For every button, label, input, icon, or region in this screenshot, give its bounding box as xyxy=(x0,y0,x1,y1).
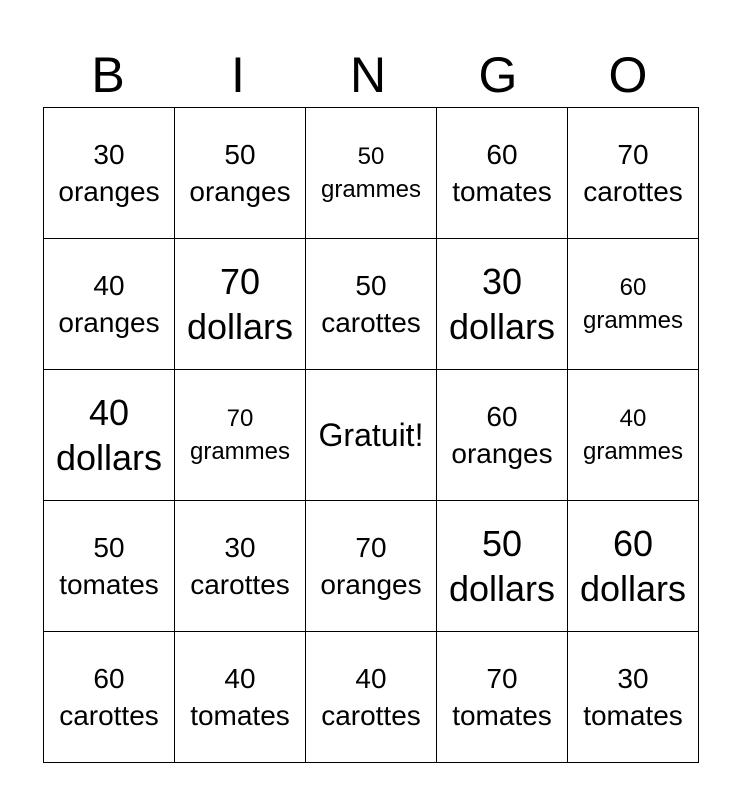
cell-word: oranges xyxy=(58,176,160,207)
cell-word: dollars xyxy=(448,306,556,347)
cell-word: carottes xyxy=(190,569,290,600)
cell-number: 70 xyxy=(617,139,649,170)
cell-number: 50 xyxy=(355,270,387,301)
bingo-cell[interactable] xyxy=(44,239,175,370)
bingo-cell[interactable] xyxy=(306,501,437,632)
bingo-cell[interactable] xyxy=(44,501,175,632)
header-letter-g: G xyxy=(478,47,518,103)
bingo-cell[interactable] xyxy=(175,632,306,763)
bingo-cell[interactable] xyxy=(175,108,306,239)
grid-row xyxy=(44,632,699,763)
bingo-cell[interactable] xyxy=(306,108,437,239)
bingo-cell[interactable] xyxy=(175,239,306,370)
cell-number: 50 xyxy=(93,532,125,563)
cell-number: 60 xyxy=(486,139,518,170)
cell-word: oranges xyxy=(451,438,553,469)
grid-row xyxy=(44,370,699,501)
cell-number: 40 xyxy=(88,392,130,433)
grid-row xyxy=(44,239,699,370)
cell-word: carottes xyxy=(59,700,159,731)
cell-number: 50 xyxy=(224,139,256,170)
free-cell[interactable] xyxy=(306,370,437,501)
cell-word: dollars xyxy=(579,568,687,609)
cell-number: 70 xyxy=(219,261,261,302)
cell-word: carottes xyxy=(583,176,683,207)
bingo-cell[interactable] xyxy=(437,370,568,501)
free-space-label: Gratuit! xyxy=(318,417,424,453)
bingo-cell[interactable] xyxy=(568,239,699,370)
bingo-cell[interactable] xyxy=(568,370,699,501)
cell-word: tomates xyxy=(583,700,683,731)
cell-number: 60 xyxy=(619,274,647,301)
cell-number: 70 xyxy=(355,532,387,563)
cell-word: grammes xyxy=(320,176,422,203)
header-letter-n: N xyxy=(349,47,387,103)
cell-number: 60 xyxy=(93,663,125,694)
bingo-cell[interactable] xyxy=(306,239,437,370)
bingo-cell[interactable] xyxy=(175,370,306,501)
header-letter-i: I xyxy=(231,47,245,103)
cell-number: 30 xyxy=(93,139,125,170)
cell-word: tomates xyxy=(452,700,552,731)
bingo-cell[interactable] xyxy=(437,501,568,632)
cell-word: oranges xyxy=(320,569,422,600)
cell-word: dollars xyxy=(186,306,294,347)
cell-number: 30 xyxy=(481,261,523,302)
cell-word: oranges xyxy=(189,176,291,207)
cell-word: dollars xyxy=(448,568,556,609)
cell-number: 30 xyxy=(224,532,256,563)
header-letter-b: B xyxy=(91,47,125,103)
bingo-cell[interactable] xyxy=(568,501,699,632)
cell-word: grammes xyxy=(582,438,684,465)
cell-word: oranges xyxy=(58,307,160,338)
cell-number: 70 xyxy=(486,663,518,694)
cell-word: grammes xyxy=(189,438,291,465)
bingo-cell[interactable] xyxy=(306,632,437,763)
cell-word: tomates xyxy=(452,176,552,207)
bingo-cell[interactable] xyxy=(437,632,568,763)
cell-number: 40 xyxy=(619,405,647,432)
bingo-header xyxy=(43,42,693,108)
bingo-cell[interactable] xyxy=(437,108,568,239)
bingo-cell[interactable] xyxy=(44,370,175,501)
header-letter-o: O xyxy=(608,47,648,103)
cell-word: carottes xyxy=(321,307,421,338)
bingo-cell[interactable] xyxy=(568,108,699,239)
cell-word: tomates xyxy=(190,700,290,731)
bingo-cell[interactable] xyxy=(44,108,175,239)
cell-number: 50 xyxy=(481,523,523,564)
cell-number: 60 xyxy=(612,523,654,564)
cell-word: carottes xyxy=(321,700,421,731)
bingo-cell[interactable] xyxy=(175,501,306,632)
bingo-cell[interactable] xyxy=(437,239,568,370)
bingo-cell[interactable] xyxy=(568,632,699,763)
cell-number: 40 xyxy=(355,663,387,694)
grid-row xyxy=(44,501,699,632)
cell-number: 40 xyxy=(93,270,125,301)
cell-word: grammes xyxy=(582,307,684,334)
cell-number: 30 xyxy=(617,663,649,694)
cell-number: 50 xyxy=(357,143,385,170)
cell-word: dollars xyxy=(55,437,163,478)
bingo-cell[interactable] xyxy=(44,632,175,763)
cell-word: tomates xyxy=(59,569,159,600)
cell-number: 70 xyxy=(226,405,254,432)
cell-number: 60 xyxy=(486,401,518,432)
grid-row xyxy=(44,108,699,239)
bingo-grid xyxy=(43,107,699,763)
cell-number: 40 xyxy=(224,663,256,694)
